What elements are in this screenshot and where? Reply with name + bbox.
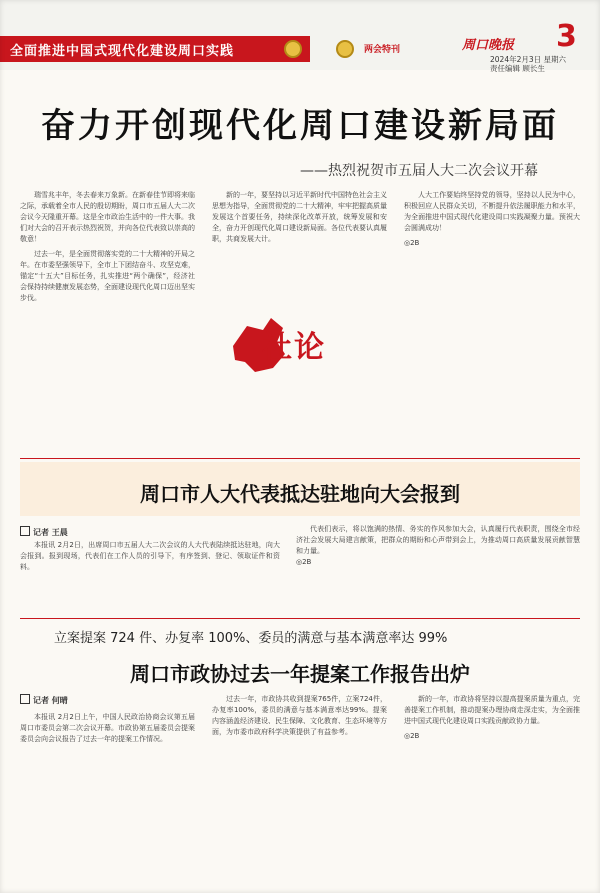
editorial-column-tag: 社论	[262, 330, 326, 365]
article3-kicker: 立案提案 724 件、办复率 100%、委员的满意与基本满意率达 99%	[54, 631, 448, 646]
article2-byline	[20, 526, 68, 538]
byline-box-icon	[20, 526, 30, 536]
paragraph: 本报讯 2月2日上午，中国人民政治协商会议第五届周口市委员会第二次会议开幕。市政协第五届委员会提案委员会向会议报告了过去一年的提案工作情况。	[20, 713, 195, 743]
paragraph: 人大工作要始终坚持党的领导，坚持以人民为中心，积极回应人民群众关切，不断提升依法履职能力和水平，为全面推进中国式现代化建设周口实践凝聚力量。预祝大会圆满成功！	[404, 191, 580, 232]
section-divider	[20, 458, 580, 459]
issue-date: 2024年2月3日 星期六	[490, 55, 567, 64]
main-article-column-3	[404, 190, 580, 370]
paragraph: 过去一年，是全面贯彻落实党的二十大精神的开局之年。在市委坚强领导下，全市上下团结奋斗、攻坚克难，锚定“十五大”目标任务，扎实推进“两个确保”，经济社会保持持续健康发展态势，全面建设现代化周口迈出坚实步伐。	[20, 250, 195, 302]
main-subhead: ——热烈祝贺市五届人大二次会议开幕	[300, 163, 538, 179]
main-headline: 奋力开创现代化周口建设新局面	[41, 106, 559, 146]
byline-box-icon	[20, 694, 30, 704]
sign-off: ◎2B	[404, 732, 420, 740]
emblem-icon	[284, 40, 302, 58]
byline-text: 记者 何晴	[33, 696, 68, 705]
paragraph: 本报讯 2月2日，出席周口市五届人大二次会议的人大代表陆续抵达驻地，向大会报到。报到现场，代表们在工作人员的引导下，有序签到、登记、领取证件和资料。	[20, 541, 280, 571]
sign-off: ◎2B	[404, 239, 420, 247]
article2-column-1	[20, 540, 280, 612]
main-article-column-1	[20, 190, 195, 450]
paragraph: 代表们表示，将以饱满的热情、务实的作风参加大会，认真履行代表职责，围绕全市经济社会发展大局建言献策，把群众的期盼和心声带到会上，为推动周口高质量发展贡献智慧和力量。	[296, 525, 580, 555]
newspaper-logo: 周口晚报	[462, 38, 515, 53]
article2-column-2	[296, 524, 580, 612]
article3-byline	[20, 694, 68, 706]
article3-column-3	[404, 694, 580, 878]
masthead-slogan: 全面推进中国式现代化建设周口实践	[10, 44, 235, 59]
paragraph: 过去一年，市政协共收到提案765件，立案724件，办复率100%，委员的满意与基本满意率达99%。提案内容涵盖经济建设、民生保障、文化教育、生态环境等方面，为市委市政府科学决策提供了有益参考。	[212, 695, 387, 736]
article3-title: 周口市政协过去一年提案工作报告出炉	[130, 662, 470, 686]
editor-credit: 责任编辑 顾长生	[490, 64, 545, 73]
page-number: 3	[556, 19, 577, 54]
byline-text: 记者 王晨	[33, 528, 68, 537]
paragraph: 瑞雪兆丰年，冬去春来万象新。在新春佳节即将来临之际，承载着全市人民的殷切期盼，周口市五届人大二次会议今天隆重开幕。这是全市政治生活中的一件大事。我们对大会的召开表示热烈祝贺，并向各位代表致以崇高的敬意！	[20, 191, 195, 243]
article2-title: 周口市人大代表抵达驻地向大会报到	[140, 482, 460, 506]
article3-column-1	[20, 712, 195, 878]
main-article-column-2	[212, 190, 387, 308]
special-edition-tag: 两会特刊	[364, 45, 401, 55]
article3-column-2	[212, 694, 387, 878]
emblem-icon	[336, 40, 354, 58]
slogan-bar	[0, 36, 310, 62]
sign-off: ◎2B	[296, 558, 312, 566]
paragraph: 新的一年，市政协将坚持以提高提案质量为重点，完善提案工作机制，推动提案办理协商走深走实，为全面推进中国式现代化建设周口实践贡献政协力量。	[404, 695, 580, 725]
paragraph: 新的一年，要坚持以习近平新时代中国特色社会主义思想为指导，全面贯彻党的二十大精神，牢牢把握高质量发展这个首要任务，持续深化改革开放，统筹发展和安全，奋力开创现代化周口建设新局面。各位代表要认真履职，共商发展大计。	[212, 191, 387, 243]
section-divider	[20, 618, 580, 619]
